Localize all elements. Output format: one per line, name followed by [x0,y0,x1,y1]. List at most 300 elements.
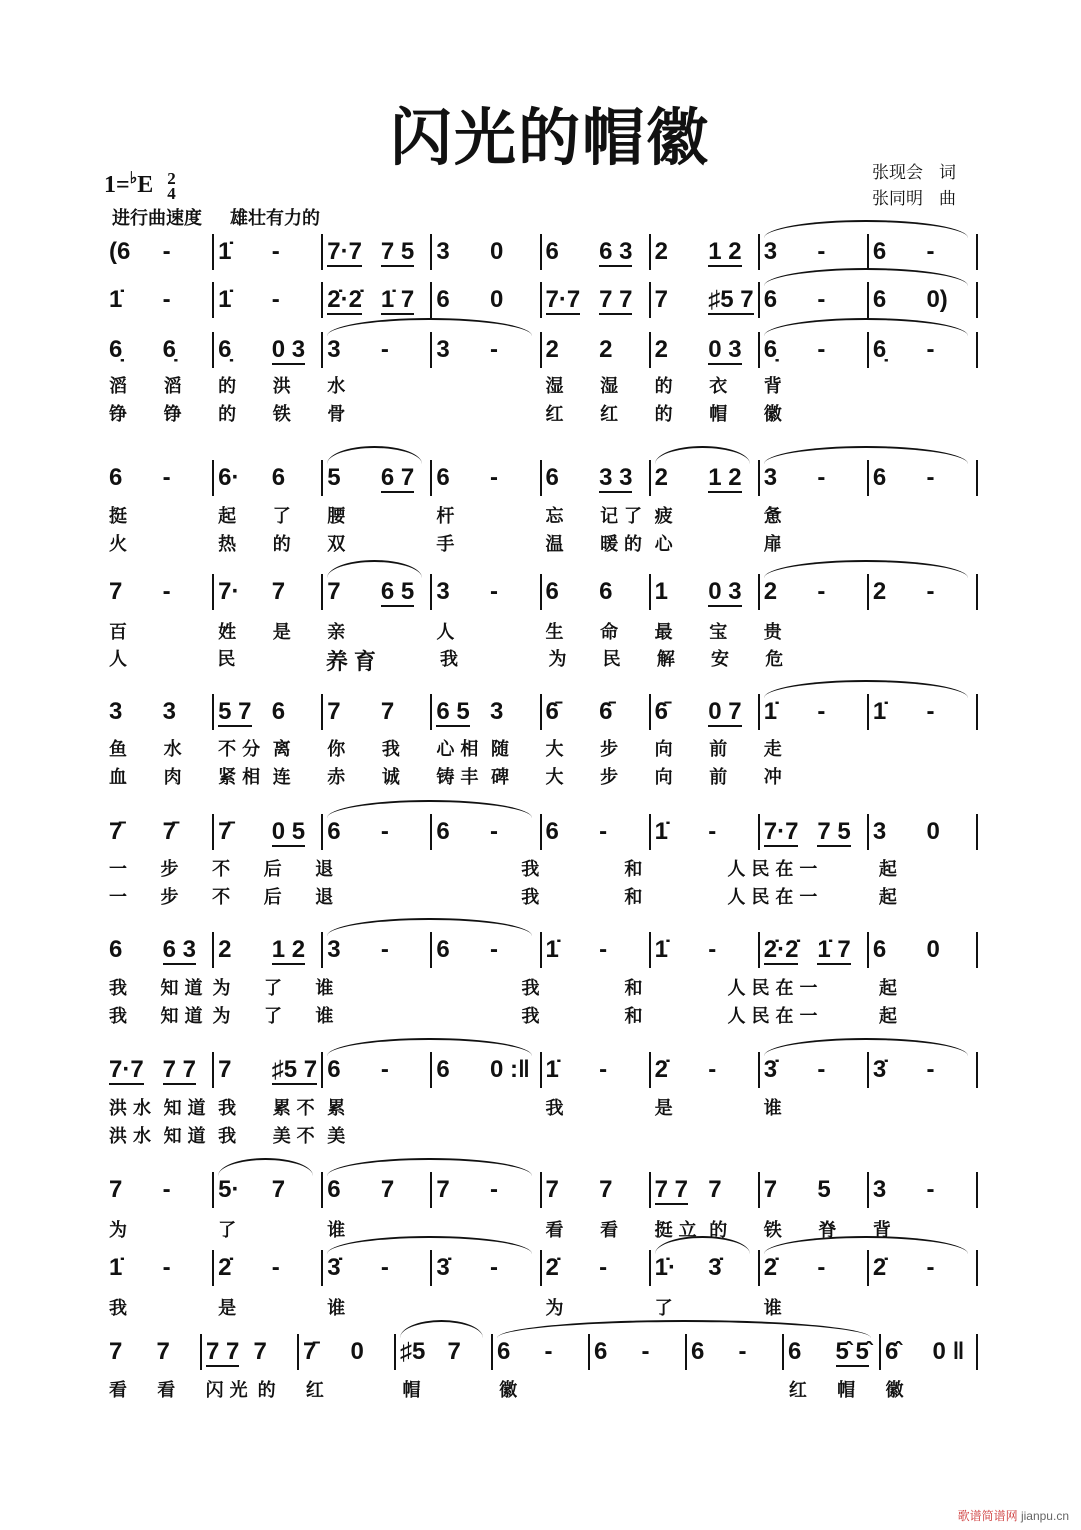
lyric-syllable [869,502,924,528]
beat [760,932,814,968]
measure [651,932,760,968]
beat [704,814,758,850]
beat [202,1334,250,1370]
lyric-syllable: 了 [654,1298,679,1318]
beat [595,1172,649,1208]
note: 6 [436,464,450,491]
note: 0 :‖ [489,1056,530,1083]
note: 7 [436,1176,450,1203]
slur [327,446,422,464]
note: - [817,698,826,725]
lyric-syllable: 红 [305,1380,330,1400]
note: 1̇ 7 [380,286,415,313]
lyric-syllable: 我 [218,1126,243,1146]
lyric-syllable: 人 [109,649,133,669]
beat [432,460,486,496]
beat [486,332,540,368]
beat [250,1334,298,1370]
lyrics-line [105,1294,978,1320]
note: 3 [436,336,450,363]
beat [651,234,705,270]
note: 7 [218,1056,232,1083]
lyric-syllable: 徽 [499,1380,524,1400]
measure [542,1172,651,1208]
lyric-syllable [490,645,544,676]
beat [347,1334,395,1370]
tempo-text: 进行曲速度 [112,208,202,228]
measure [590,1334,687,1370]
beat [869,814,923,850]
lyric-syllable: 生 [545,622,570,642]
beat [922,694,976,730]
note: - [599,818,608,845]
beat [595,282,649,318]
slur [764,560,968,578]
note: 3̇ [327,1254,341,1281]
lyric-syllable: 的 [218,376,243,396]
credits [872,160,956,212]
lyric-syllable: 起 [878,887,903,907]
lyric-syllable [869,1094,924,1120]
lyric-syllable: 美 [327,1126,352,1146]
measure [651,1052,760,1088]
beat [105,332,159,368]
note: 3 [327,336,341,363]
note: 1̇ [654,818,668,845]
lyric-syllable: 为 [109,1220,133,1240]
lyric-syllable: 铁 [763,1220,788,1240]
lyric-syllable [814,618,869,644]
measure [323,1172,432,1208]
lyric-syllable [923,400,978,426]
note: 7 7 [599,286,633,313]
lyric-syllable [814,1094,869,1120]
beat [922,932,976,968]
beat [214,574,268,610]
beat [595,694,649,730]
beat [105,1250,159,1286]
lyric-syllable: 我 [109,978,133,998]
lyric-syllable: 鱼 [109,739,133,759]
note: (6 [109,238,131,265]
lyric-syllable: 红 [600,404,625,424]
measure [542,1250,651,1286]
lyric-syllable: 了 [272,506,297,526]
lyric-syllable [596,1294,651,1320]
lyric-syllable [432,1094,487,1120]
measure [432,814,541,850]
note: 7̄ [109,818,123,845]
beat [377,460,431,496]
slur [764,446,968,464]
lyric-syllable: 步 [160,859,185,879]
lyrics-line [105,645,978,676]
staff-row [105,574,978,614]
lyric-syllable: 谁 [763,1298,788,1318]
lyric-syllable: 挺 [109,506,133,526]
measure [323,234,432,270]
note: - [708,936,717,963]
beat [486,694,540,730]
note: 2̇ [872,1254,887,1281]
measure [760,1250,869,1286]
note: 0 3 [708,578,742,605]
lyric-syllable: 人民在一 [727,978,824,998]
note: - [544,1338,553,1365]
lyrics-line [105,855,978,881]
lyric-syllable [814,735,869,761]
measure [323,460,432,496]
beat [493,1334,541,1370]
measure [323,282,432,318]
measure [105,574,214,610]
lyric-syllable [672,974,724,1000]
lyric-syllable: 碑 [490,767,515,787]
note: 7·7 [109,1056,144,1083]
note: 1 2 [271,936,306,963]
lyric-syllable: 不 [212,859,237,879]
note: 7 [109,578,123,605]
note: 6 [327,818,341,845]
lyric-syllable [466,855,518,881]
lyric-syllable: 是 [272,622,297,642]
note: 6̄ [599,698,613,725]
lyric-syllable: 起 [218,506,243,526]
beat [214,332,268,368]
note: 7 [109,1338,123,1365]
beat [922,574,976,610]
note: 1̇ 7 [817,936,851,963]
note: - [641,1338,650,1365]
beat [432,694,486,730]
lyric-syllable: 赤 [327,767,352,787]
measure [542,1052,651,1088]
time-signature [167,169,176,204]
slur [327,918,531,936]
lyric-syllable: 冲 [763,767,788,787]
note: - [708,818,717,845]
note: - [162,286,171,313]
note: 3 [872,818,887,845]
measure [299,1334,396,1370]
lyric-syllable [814,372,869,398]
lyric-syllable [363,974,415,1000]
note: 6 [872,936,887,963]
measure [869,282,978,318]
measure [214,1172,323,1208]
beat [869,282,923,318]
lyric-syllable: 红 [545,404,570,424]
note: ♯5 [400,1338,426,1365]
lyric-syllable: 累不 [272,1098,321,1118]
note: 3̇ [872,1056,887,1083]
lyric-syllable: 人民在一 [727,887,824,907]
lyric-syllable: 累 [327,1098,352,1118]
note: 1 2 [708,464,742,491]
note: 3 [436,238,450,265]
lyric-syllable: 温 [545,534,570,554]
lyric-syllable [378,530,433,556]
beat [869,332,923,368]
note: 7 [447,1338,461,1365]
staff-row [105,332,978,372]
lyric-syllable: 帽 [709,404,734,424]
measure [869,1052,978,1088]
beat [590,1334,638,1370]
lyric-syllable [927,974,979,1000]
note: 6· [218,464,240,491]
note: 7̄ [303,1338,317,1365]
note: - [817,1254,826,1281]
lyric-syllable: 滔 [109,376,133,396]
note: 7 [271,578,286,605]
measure [869,574,978,610]
lyric-syllable: 看 [545,1220,570,1240]
lyric-syllable: 向 [654,739,679,759]
note: - [162,464,171,491]
measure [542,814,651,850]
measure [869,1172,978,1208]
note: 7·7 [545,286,581,313]
lyric-syllable: 起 [878,859,903,879]
beat [704,1052,758,1088]
measure [214,1052,323,1088]
beat [323,574,377,610]
measure [323,1052,432,1088]
note: 3 [109,698,123,725]
lyric-syllable: 人民在一 [727,859,824,879]
lyric-syllable: 洪 [272,376,297,396]
lyric-syllable: 挺立 [654,1220,703,1240]
note: 3 3 [599,464,633,491]
lyric-syllable [760,1122,815,1148]
lyric-syllable: 我 [109,1298,133,1318]
note: 6 [327,1056,341,1083]
lyric-syllable: 民 [217,649,242,669]
note: 3̇ [708,1254,722,1281]
lyric-syllable: 为 [545,1298,570,1318]
note: 2̇ [654,1056,668,1083]
lyric-syllable [432,1294,487,1320]
measure [493,1334,590,1370]
lyric-syllable [378,372,433,398]
lyric-syllable [737,1376,785,1402]
lyric-syllable [466,974,518,1000]
lyric-syllable: 知道 [160,1006,209,1026]
lyric-syllable: 谁 [315,978,340,998]
slur [764,1038,968,1056]
note: 5 [817,1176,831,1203]
measure [214,932,323,968]
lyric-syllable [927,1002,979,1028]
beat [542,460,596,496]
lyric-syllable [378,502,433,528]
note: 6 [545,818,559,845]
lyric-syllable: 铸丰 [436,767,485,787]
note: - [489,578,498,605]
lyric-syllable: 姓 [218,622,243,642]
lyric-syllable: 铁 [272,404,297,424]
note: 7 [763,1176,778,1203]
note: - [162,1254,171,1281]
lyric-syllable: 退 [315,859,340,879]
measure [760,460,869,496]
beat [922,460,976,496]
note: 6 [436,286,450,313]
measure [651,460,760,496]
note: - [271,238,280,265]
lyric-syllable [824,974,876,1000]
lyrics-line [105,502,978,528]
lyric-syllable [363,883,415,909]
measure [542,574,651,610]
measure [542,694,651,730]
lyric-syllable [924,645,978,676]
lyric-syllable: 前 [709,767,734,787]
measure [214,1250,323,1286]
note: 3 [763,238,778,265]
lyric-syllable [414,855,466,881]
note: 6 3 [599,238,633,265]
beat [651,1052,705,1088]
note: 1̇ [654,936,668,963]
lyric-syllable [923,1122,978,1148]
measure [760,814,869,850]
lyric-syllable: 解 [656,649,681,669]
lyric-syllable [378,400,433,426]
measure [869,694,978,730]
beat [595,574,649,610]
note: 3 [327,936,341,963]
note: - [599,1056,608,1083]
beat [432,1172,486,1208]
beat [396,1334,444,1370]
composer: 张同明 [872,189,923,208]
lyric-syllable: 洪水 [109,1126,157,1146]
note: 6 [109,936,123,963]
note: - [926,1176,935,1203]
lyric-syllable [814,1122,869,1148]
flat-sign: ♭ [129,170,138,187]
lyric-syllable [869,1122,924,1148]
beat [432,932,486,968]
beat [159,282,213,318]
note: 1̇ [763,698,778,725]
lyric-syllable [415,974,467,1000]
note: - [489,818,498,845]
note: 6 7 [380,464,415,491]
slur [764,680,968,698]
time-top: 2 [167,169,176,189]
note: 7 7 [206,1338,240,1365]
measure [651,282,760,318]
lyric-syllable: 和 [624,1006,649,1026]
measure [869,234,978,270]
beat [432,332,486,368]
measure [432,332,541,368]
lyric-syllable: 的 [257,1380,282,1400]
note: 7 [271,1176,286,1203]
beat [813,932,867,968]
measure [214,234,323,270]
lyrics-line [105,1376,978,1402]
note: - [489,336,498,363]
note: - [817,238,826,265]
beat [542,932,596,968]
beat [486,460,540,496]
lyric-syllable: 腰 [327,506,352,526]
lyric-syllable: 民 [602,649,627,669]
lyric-syllable [487,618,542,644]
lyric-syllable: 知道 [160,978,209,998]
lyric-syllable: 和 [624,859,649,879]
tempo-marking [112,204,320,230]
measure [760,1172,869,1208]
measure [323,694,432,730]
watermark-site: 歌谱简谱网 [957,1509,1018,1523]
beat [432,574,486,610]
lyric-syllable: 肉 [163,767,188,787]
beat [541,1334,589,1370]
measure [760,932,869,968]
lyric-syllable: 惫 [763,506,788,526]
beat [268,460,322,496]
lyric-syllable: 人 [436,622,461,642]
note: 7 [380,1176,395,1203]
beat [542,574,596,610]
note: 0 ‖ [932,1338,965,1365]
beat [869,1172,923,1208]
beat [268,1052,322,1088]
measure [869,1250,978,1286]
note: - [926,464,935,491]
lyric-syllable: 的 [709,1220,734,1240]
beat [153,1334,201,1370]
note: 7̄ [162,818,176,845]
lyric-syllable: 我 [521,1006,546,1026]
lyric-syllable: 谁 [763,1098,788,1118]
lyric-syllable: 人民在一 [727,1006,824,1026]
note: 7 [599,1176,613,1203]
beat [268,694,322,730]
measure [432,932,541,968]
lyrics-line [105,883,978,909]
beat [323,932,377,968]
beat [159,332,213,368]
note: ♯5 7 [271,1056,318,1083]
lyric-syllable [378,1122,433,1148]
note: 6 [109,464,123,491]
lyric-syllable [923,502,978,528]
lyrics-line [105,618,978,644]
note: 7 7 [654,1176,688,1203]
note: - [162,1176,171,1203]
note: 2 [872,578,887,605]
lyric-syllable: 热 [218,534,243,554]
note: 5 7 [218,698,252,725]
lyric-syllable: 红 [788,1380,813,1400]
note: 6 [872,286,887,313]
lyric-syllable [487,502,542,528]
beat [922,1052,976,1088]
lyric-syllable: 是 [218,1298,243,1318]
beat [377,1250,431,1286]
measure [214,460,323,496]
beat [704,234,758,270]
lyric-syllable [814,400,869,426]
lyric-syllable: 向 [654,767,679,787]
beat [881,1334,929,1370]
